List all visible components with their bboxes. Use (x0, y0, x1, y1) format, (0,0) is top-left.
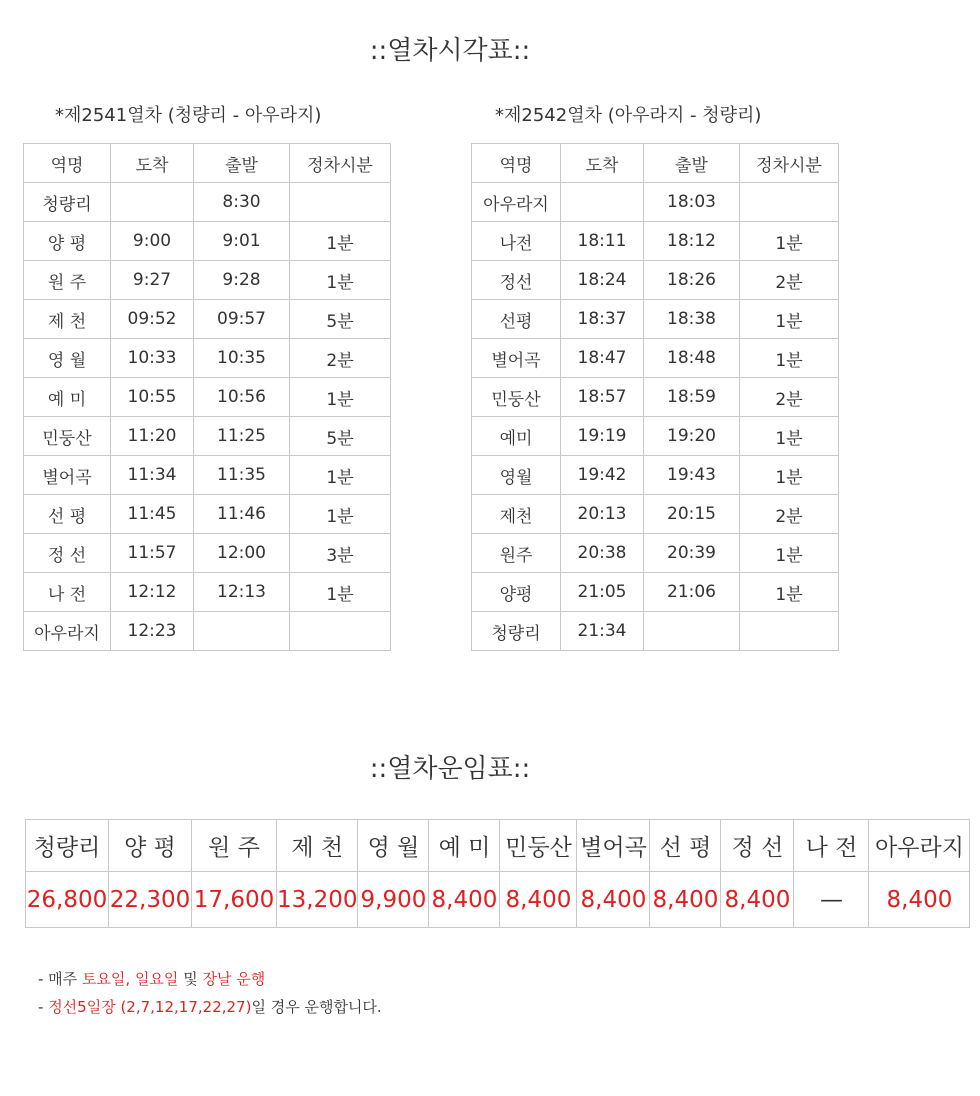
arrival-cell: 18:57 (561, 378, 644, 417)
departure-cell: 21:06 (644, 573, 740, 612)
operation-notes (38, 968, 382, 1024)
station-cell: 제 천 (24, 300, 111, 339)
fare-price-cell: 26,800 (26, 872, 109, 928)
table-row (24, 534, 391, 573)
departure-cell: 9:28 (194, 261, 290, 300)
station-cell: 양 평 (24, 222, 111, 261)
table-row (24, 300, 391, 339)
timetable-header-cell: 정차시분 (740, 144, 839, 183)
station-cell: 영 월 (24, 339, 111, 378)
stop-duration-cell: 2분 (740, 495, 839, 534)
arrival-cell: 12:12 (111, 573, 194, 612)
departure-cell: 9:01 (194, 222, 290, 261)
table-row (24, 261, 391, 300)
fare-station-cell: 정 선 (721, 820, 794, 872)
fare-price-cell: 22,300 (109, 872, 192, 928)
arrival-cell: 12:23 (111, 612, 194, 651)
note-highlight: 장날 운행 (202, 970, 266, 988)
departure-cell: 11:25 (194, 417, 290, 456)
arrival-cell (111, 183, 194, 222)
arrival-cell: 11:57 (111, 534, 194, 573)
table-row (472, 378, 839, 417)
stop-duration-cell: 3분 (290, 534, 391, 573)
note-text: 일 경우 운행합니다. (251, 998, 382, 1016)
timetable-header-cell: 역명 (472, 144, 561, 183)
arrival-cell: 18:47 (561, 339, 644, 378)
stop-duration-cell: 1분 (290, 222, 391, 261)
arrival-cell: 18:24 (561, 261, 644, 300)
table-row (24, 573, 391, 612)
timetable-header-cell: 도착 (111, 144, 194, 183)
table-row (472, 222, 839, 261)
fare-price-cell: 8,400 (577, 872, 650, 928)
arrival-cell: 21:34 (561, 612, 644, 651)
stop-duration-cell: 1분 (290, 573, 391, 612)
table-row (24, 456, 391, 495)
timetable-header-row (24, 144, 391, 183)
stop-duration-cell: 1분 (740, 534, 839, 573)
departure-cell: 20:39 (644, 534, 740, 573)
departure-cell: 18:48 (644, 339, 740, 378)
station-cell: 청량리 (472, 612, 561, 651)
fare-station-cell: 예 미 (429, 820, 500, 872)
note-highlight: 정선5일장 (2,7,12,17,22,27) (48, 998, 252, 1016)
fare-price-cell: 8,400 (721, 872, 794, 928)
arrival-cell: 09:52 (111, 300, 194, 339)
stop-duration-cell: 2분 (290, 339, 391, 378)
fare-station-cell: 나 전 (794, 820, 869, 872)
stop-duration-cell (740, 183, 839, 222)
arrival-cell: 11:20 (111, 417, 194, 456)
fare-station-cell: 민둥산 (500, 820, 577, 872)
station-cell: 예미 (472, 417, 561, 456)
arrival-cell: 20:13 (561, 495, 644, 534)
table-row (24, 495, 391, 534)
fare-table (25, 819, 970, 928)
timetable-header-cell: 출발 (644, 144, 740, 183)
stop-duration-cell (290, 183, 391, 222)
fare-station-row (26, 820, 970, 872)
stop-duration-cell: 1분 (290, 456, 391, 495)
stop-duration-cell: 5분 (290, 417, 391, 456)
departure-cell (644, 612, 740, 651)
arrival-cell: 9:27 (111, 261, 194, 300)
timetable-header-cell: 출발 (194, 144, 290, 183)
arrival-cell: 11:34 (111, 456, 194, 495)
table-row (24, 378, 391, 417)
fare-station-cell: 선 평 (650, 820, 721, 872)
table-row (24, 417, 391, 456)
station-cell: 양평 (472, 573, 561, 612)
fare-price-cell: 9,900 (358, 872, 429, 928)
arrival-cell: 11:45 (111, 495, 194, 534)
arrival-cell: 9:00 (111, 222, 194, 261)
stop-duration-cell: 1분 (740, 417, 839, 456)
stop-duration-cell: 1분 (290, 495, 391, 534)
arrival-cell: 19:42 (561, 456, 644, 495)
note-market-days (38, 996, 382, 1024)
timetable-title: ::열차시각표:: (369, 36, 531, 66)
arrival-cell: 10:33 (111, 339, 194, 378)
arrival-cell: 10:55 (111, 378, 194, 417)
station-cell: 정선 (472, 261, 561, 300)
stop-duration-cell (740, 612, 839, 651)
station-cell: 민둥산 (472, 378, 561, 417)
table-row (472, 261, 839, 300)
stop-duration-cell: 1분 (740, 339, 839, 378)
train-2541-caption: *제2541열차 (청량리 - 아우라지) (55, 105, 322, 126)
table-row (472, 339, 839, 378)
departure-cell: 12:00 (194, 534, 290, 573)
table-row (472, 612, 839, 651)
departure-cell: 10:56 (194, 378, 290, 417)
departure-cell: 12:13 (194, 573, 290, 612)
stop-duration-cell: 2분 (740, 261, 839, 300)
stop-duration-cell: 1분 (740, 300, 839, 339)
station-cell: 청량리 (24, 183, 111, 222)
station-cell: 선 평 (24, 495, 111, 534)
station-cell: 나 전 (24, 573, 111, 612)
departure-cell: 10:35 (194, 339, 290, 378)
arrival-cell: 18:11 (561, 222, 644, 261)
note-text: - (38, 998, 49, 1016)
station-cell: 선평 (472, 300, 561, 339)
departure-cell: 19:20 (644, 417, 740, 456)
station-cell: 아우라지 (472, 183, 561, 222)
departure-cell: 20:15 (644, 495, 740, 534)
timetable-header-cell: 역명 (24, 144, 111, 183)
station-cell: 영월 (472, 456, 561, 495)
train-2542-caption: *제2542열차 (아우라지 - 청량리) (495, 105, 762, 126)
table-row (472, 417, 839, 456)
train-2541-timetable (23, 143, 391, 651)
station-cell: 제천 (472, 495, 561, 534)
station-cell: 별어곡 (472, 339, 561, 378)
fare-station-cell: 제 천 (277, 820, 358, 872)
stop-duration-cell: 1분 (740, 222, 839, 261)
timetable-header-cell: 도착 (561, 144, 644, 183)
fare-price-row (26, 872, 970, 928)
arrival-cell: 20:38 (561, 534, 644, 573)
stop-duration-cell: 5분 (290, 300, 391, 339)
fare-station-cell: 청량리 (26, 820, 109, 872)
table-row (472, 456, 839, 495)
fare-price-cell: 8,400 (429, 872, 500, 928)
note-operating-days (38, 968, 382, 996)
arrival-cell: 18:37 (561, 300, 644, 339)
stop-duration-cell (290, 612, 391, 651)
fare-station-cell: 영 월 (358, 820, 429, 872)
fare-price-cell: 13,200 (277, 872, 358, 928)
stop-duration-cell: 1분 (290, 261, 391, 300)
stop-duration-cell: 1분 (290, 378, 391, 417)
departure-cell: 18:38 (644, 300, 740, 339)
departure-cell: 11:46 (194, 495, 290, 534)
stop-duration-cell: 1분 (740, 456, 839, 495)
table-row (24, 183, 391, 222)
station-cell: 별어곡 (24, 456, 111, 495)
table-row (472, 183, 839, 222)
departure-cell: 11:35 (194, 456, 290, 495)
table-row (24, 222, 391, 261)
departure-cell: 19:43 (644, 456, 740, 495)
departure-cell: 18:26 (644, 261, 740, 300)
fare-price-cell: 8,400 (869, 872, 970, 928)
station-cell: 아우라지 (24, 612, 111, 651)
fare-station-cell: 별어곡 (577, 820, 650, 872)
fare-table-title: ::열차운임표:: (369, 754, 531, 784)
table-row (472, 495, 839, 534)
table-row (472, 534, 839, 573)
fare-station-cell: 양 평 (109, 820, 192, 872)
table-row (472, 300, 839, 339)
stop-duration-cell: 2분 (740, 378, 839, 417)
departure-cell: 18:12 (644, 222, 740, 261)
arrival-cell: 21:05 (561, 573, 644, 612)
fare-price-cell: 8,400 (650, 872, 721, 928)
station-cell: 원주 (472, 534, 561, 573)
train-2542-timetable (471, 143, 839, 651)
departure-cell: 8:30 (194, 183, 290, 222)
note-highlight: 토요일, 일요일 (81, 970, 179, 988)
departure-cell: 09:57 (194, 300, 290, 339)
note-text: 및 (178, 970, 203, 988)
fare-price-cell: 17,600 (192, 872, 277, 928)
fare-price-cell: — (794, 872, 869, 928)
station-cell: 민둥산 (24, 417, 111, 456)
arrival-cell: 19:19 (561, 417, 644, 456)
stop-duration-cell: 1분 (740, 573, 839, 612)
table-row (472, 573, 839, 612)
fare-price-cell: 8,400 (500, 872, 577, 928)
departure-cell: 18:03 (644, 183, 740, 222)
table-row (24, 612, 391, 651)
fare-station-cell: 아우라지 (869, 820, 970, 872)
arrival-cell (561, 183, 644, 222)
departure-cell: 18:59 (644, 378, 740, 417)
fare-station-cell: 원 주 (192, 820, 277, 872)
table-row (24, 339, 391, 378)
station-cell: 나전 (472, 222, 561, 261)
station-cell: 정 선 (24, 534, 111, 573)
timetable-header-row (472, 144, 839, 183)
station-cell: 원 주 (24, 261, 111, 300)
departure-cell (194, 612, 290, 651)
station-cell: 예 미 (24, 378, 111, 417)
note-text: - 매주 (38, 970, 82, 988)
timetable-header-cell: 정차시분 (290, 144, 391, 183)
